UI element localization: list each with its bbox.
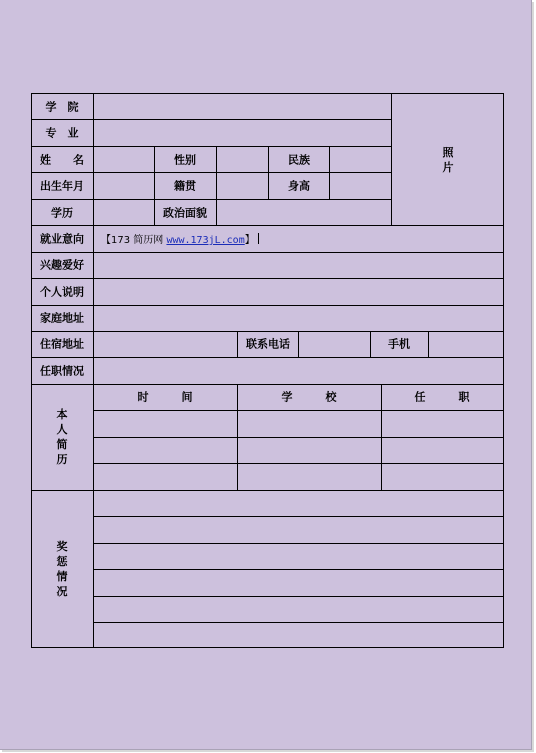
awards-section-label: 奖惩情况 [56, 540, 68, 598]
row-line [93, 569, 504, 570]
text-cursor [258, 233, 259, 244]
row-line [93, 463, 504, 464]
residence-label: 住宿地址 [40, 337, 84, 351]
column-line [154, 146, 155, 226]
row-line [31, 331, 504, 332]
native-place-label: 籍贯 [174, 179, 196, 193]
row-line [31, 384, 504, 385]
college-label: 学 院 [45, 100, 79, 114]
row-line [31, 199, 392, 200]
row-line [93, 437, 504, 438]
row-line [31, 305, 504, 306]
name-label: 姓 名 [40, 153, 84, 167]
political-status-label: 政治面貌 [163, 206, 207, 220]
column-line [391, 93, 392, 226]
column-line [381, 384, 382, 491]
birth-label: 出生年月 [40, 179, 84, 193]
resume-time-header: 时 间 [137, 390, 193, 404]
row-line [31, 225, 504, 226]
row-line [31, 119, 392, 120]
gender-label: 性别 [174, 153, 196, 167]
job-intention-label: 就业意向 [40, 232, 84, 246]
home-address-label: 家庭地址 [40, 311, 84, 325]
column-line [298, 331, 299, 358]
row-line [93, 410, 504, 411]
ethnicity-label: 民族 [288, 153, 310, 167]
photo-label: 照片 [442, 146, 454, 174]
row-line [93, 622, 504, 623]
row-line [31, 490, 504, 491]
mobile-label: 手机 [388, 337, 410, 351]
major-label: 专 业 [45, 126, 79, 140]
job-intention-prefix: 【173 简历网 [101, 235, 167, 246]
column-line [93, 93, 94, 648]
self-statement-label: 个人说明 [40, 285, 84, 299]
job-intention-suffix: 】 [244, 235, 255, 246]
education-label: 学历 [51, 206, 73, 220]
column-line [370, 331, 371, 358]
row-line [31, 278, 504, 279]
job-intention-value [101, 233, 259, 247]
job-intention-link[interactable]: www.173jL.com [166, 235, 245, 246]
row-line [93, 516, 504, 517]
positions-label: 任职情况 [40, 364, 84, 378]
resume-school-header: 学 校 [281, 390, 337, 404]
hobbies-label: 兴趣爱好 [40, 258, 84, 272]
row-line [31, 252, 504, 253]
resume-position-header: 任 职 [414, 390, 470, 404]
row-line [93, 596, 504, 597]
column-line [237, 331, 238, 358]
column-line [268, 146, 269, 199]
column-line [237, 384, 238, 491]
column-line [428, 331, 429, 358]
contact-phone-label: 联系电话 [246, 337, 290, 351]
row-line [31, 172, 392, 173]
column-line [329, 146, 330, 199]
height-label: 身高 [288, 179, 310, 193]
resume-section-label: 本人简历 [56, 408, 68, 466]
column-line [216, 146, 217, 226]
row-line [93, 543, 504, 544]
row-line [31, 357, 504, 358]
row-line [31, 146, 392, 147]
